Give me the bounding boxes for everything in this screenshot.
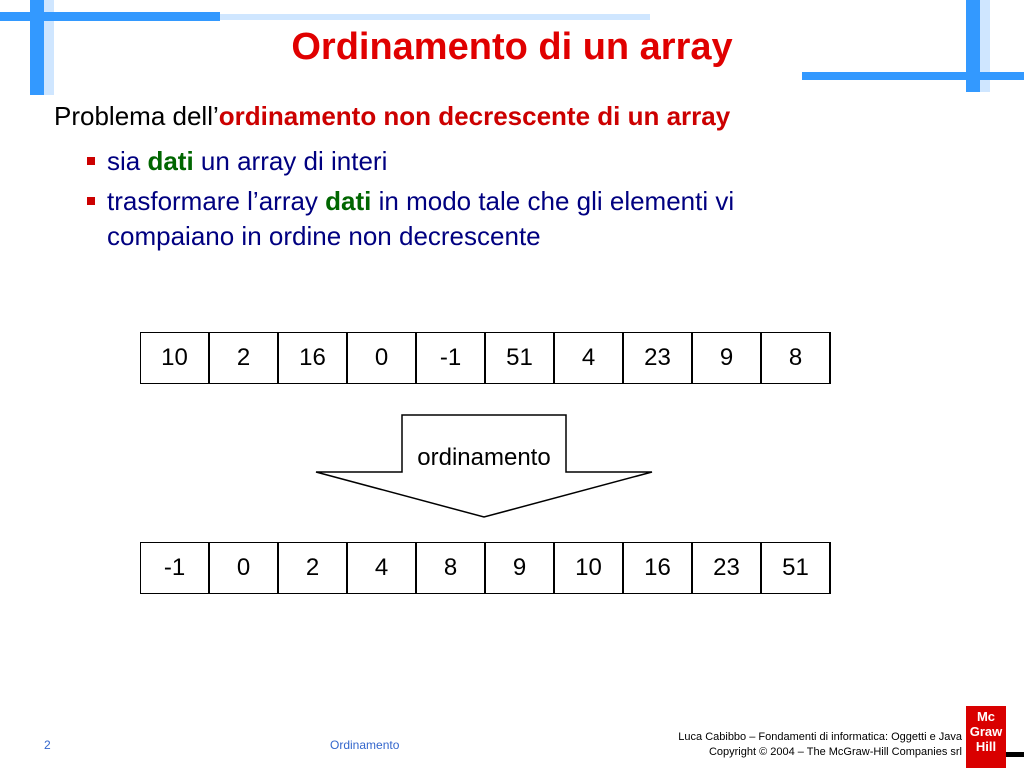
bullet-square-icon xyxy=(87,197,95,205)
array-cell: 16 xyxy=(279,333,348,383)
bullet-2-keyword: dati xyxy=(325,186,372,216)
arrow-label: ordinamento xyxy=(417,444,551,471)
logo-line-mc: Mc xyxy=(976,709,996,724)
array-cell: 0 xyxy=(348,333,417,383)
array-cell: 4 xyxy=(555,333,624,383)
array-cell: 9 xyxy=(693,333,762,383)
array-cell: 2 xyxy=(279,543,348,593)
slide-title: Ordinamento di un array xyxy=(291,26,733,68)
bullet-2-post: in modo tale che gli elementi vi xyxy=(371,186,735,216)
array-cell: 8 xyxy=(762,333,831,383)
deco-top-line xyxy=(0,12,220,21)
output-array xyxy=(140,542,831,594)
page-number: 2 xyxy=(44,738,51,752)
array-cell: -1 xyxy=(141,543,210,593)
intro-line xyxy=(54,101,730,132)
intro-prefix: Problema dell’ xyxy=(54,101,219,131)
bullet-1-post: un array di interi xyxy=(193,146,388,176)
array-cell: 51 xyxy=(486,333,555,383)
mcgraw-hill-logo xyxy=(966,706,1006,768)
array-cell: 8 xyxy=(417,543,486,593)
logo-line-graw: Graw xyxy=(969,724,1003,739)
array-cell: 10 xyxy=(555,543,624,593)
array-cell: 4 xyxy=(348,543,417,593)
footer-section: Ordinamento xyxy=(330,738,400,752)
bullet-1-pre: sia xyxy=(107,146,148,176)
bullet-2-line2: compaiano in ordine non decrescente xyxy=(107,221,541,251)
intro-emphasis: ordinamento non decrescente di un array xyxy=(218,101,731,131)
array-cell: 0 xyxy=(210,543,279,593)
deco-top-line-light xyxy=(220,14,650,20)
bullet-1-keyword: dati xyxy=(147,146,194,176)
bullet-square-icon xyxy=(87,157,95,165)
array-cell: 23 xyxy=(693,543,762,593)
logo-line-hill: Hill xyxy=(975,739,997,754)
bullet-2-pre: trasformare l’array xyxy=(107,186,326,216)
array-cell: 23 xyxy=(624,333,693,383)
footer-credit-line1: Luca Cabibbo – Fondamenti di informatica: Oggetti e Java xyxy=(678,731,962,743)
logo-bar xyxy=(1006,752,1024,757)
footer-credits xyxy=(678,730,962,760)
array-cell: 16 xyxy=(624,543,693,593)
input-array xyxy=(140,332,831,384)
array-cell: 51 xyxy=(762,543,831,593)
deco-right-line xyxy=(802,72,1024,80)
array-cell: 9 xyxy=(486,543,555,593)
footer-credit-line2: Copyright © 2004 – The McGraw-Hill Companies srl xyxy=(708,746,962,758)
array-cell: 2 xyxy=(210,333,279,383)
array-cell: -1 xyxy=(417,333,486,383)
array-cell: 10 xyxy=(141,333,210,383)
